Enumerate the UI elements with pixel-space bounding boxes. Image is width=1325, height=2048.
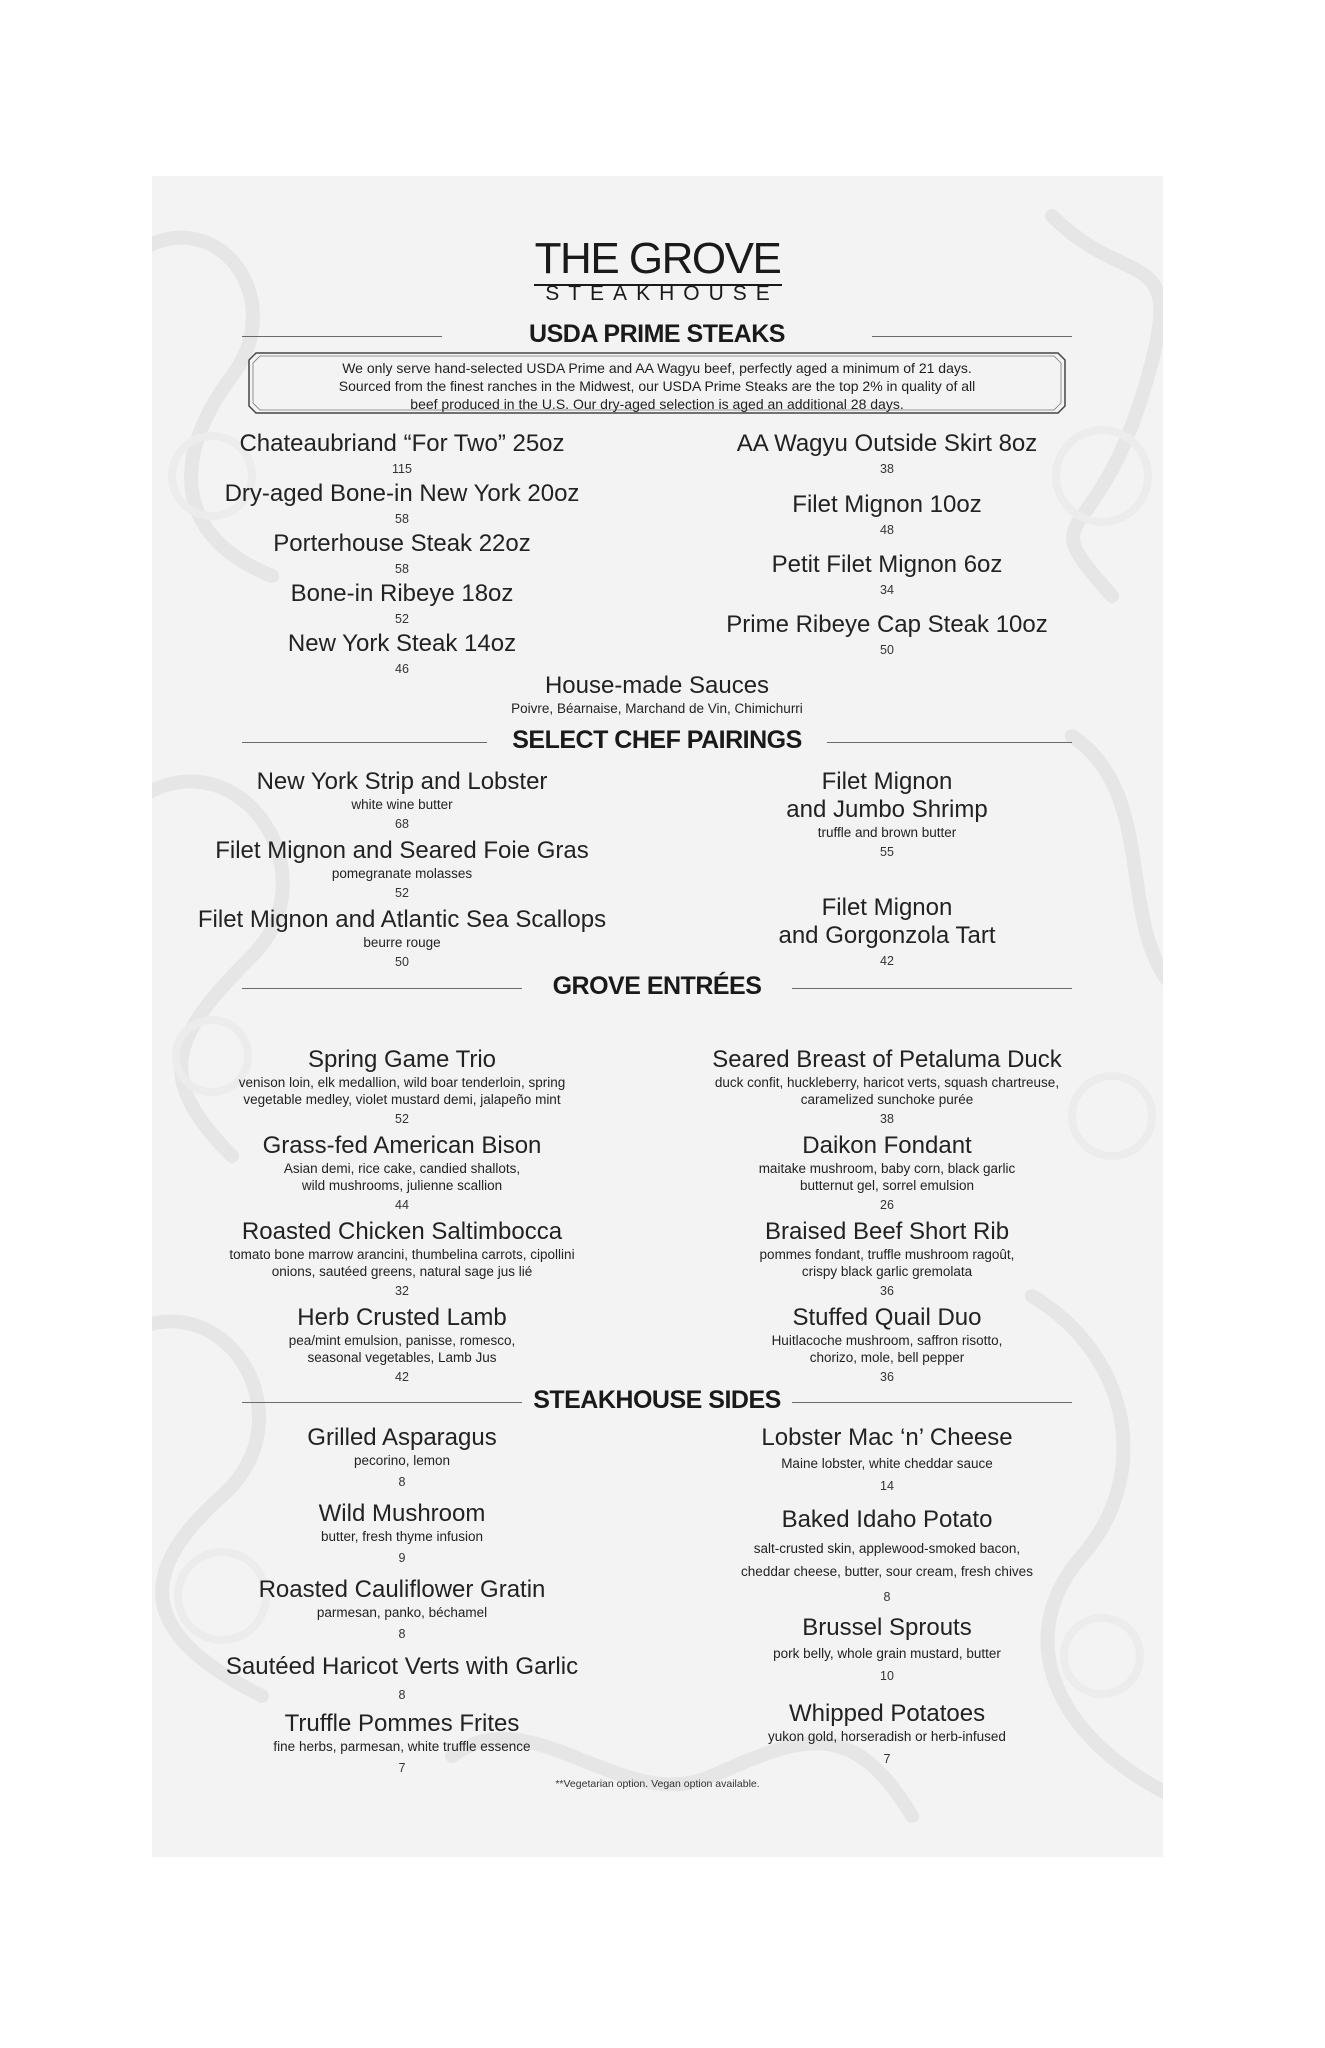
item-description: pork belly, whole grain mustard, butter (773, 1646, 1001, 1661)
item-name: AA Wagyu Outside Skirt 8oz (736, 430, 1038, 457)
menu-item (192, 530, 612, 577)
item-price: 8 (398, 1475, 406, 1489)
item-name: Dry-aged Bone-in New York 20oz (224, 480, 580, 507)
item-price: 10 (880, 1669, 894, 1683)
menu-item (672, 1506, 1102, 1605)
item-name: Daikon Fondant (802, 1132, 972, 1159)
menu-item (192, 1424, 612, 1490)
item-price: 52 (395, 886, 409, 900)
item-name: Whipped Potatoes (788, 1700, 986, 1727)
item-price: 48 (880, 523, 894, 537)
item-name: Filet Mignon and Seared Foie Gras (215, 837, 589, 864)
item-name: Wild Mushroom (318, 1500, 486, 1527)
item-price: 9 (398, 1551, 406, 1565)
footnote: **Vegetarian option. Vegan option available. (555, 1778, 760, 1790)
item-name: Stuffed Quail Duo (792, 1304, 982, 1331)
menu-item (662, 1132, 1112, 1213)
menu-item (192, 768, 612, 832)
logo-subtitle: STEAKHOUSE (545, 282, 779, 305)
logo-title: THE GROVE (534, 234, 781, 283)
section-title: USDA PRIME STEAKS (529, 320, 785, 348)
menu-item (192, 430, 612, 477)
item-price: 8 (398, 1688, 406, 1702)
item-description: caramelized sunchoke purée (800, 1092, 974, 1107)
item-price: 68 (395, 817, 409, 831)
item-description: salt-crusted skin, applewood-smoked bacon, (753, 1541, 1021, 1556)
item-price: 8 (398, 1627, 406, 1641)
item-price: 7 (398, 1761, 406, 1775)
item-price: 42 (395, 1370, 409, 1384)
menu-item (672, 1424, 1102, 1494)
item-name: New York Strip and Lobster (256, 768, 548, 795)
intro-line: Sourced from the finest ranches in the Midwest, our USDA Prime Steaks are the top 2% in quality of all (338, 378, 976, 394)
item-price: 50 (395, 955, 409, 969)
item-price: 8 (883, 1590, 891, 1604)
item-price: 50 (880, 643, 894, 657)
section-title: SELECT CHEF PAIRINGS (512, 726, 802, 754)
item-description: chorizo, mole, bell pepper (809, 1350, 965, 1365)
item-name: Filet Mignon (821, 894, 953, 921)
menu-item (662, 1304, 1112, 1385)
section-chef-pairings (242, 722, 1072, 762)
item-name: Chateaubriand “For Two” 25oz (239, 430, 565, 457)
item-description: cheddar cheese, butter, sour cream, fresh chives (741, 1564, 1033, 1579)
sauces-item (402, 672, 912, 717)
menu-item (662, 1046, 1112, 1127)
item-name: and Jumbo Shrimp (786, 796, 988, 823)
menu-item (672, 430, 1102, 477)
menu-item (182, 1304, 622, 1385)
item-description: vegetable medley, violet mustard demi, jalapeño mint (243, 1092, 561, 1107)
item-name: Spring Game Trio (307, 1046, 497, 1073)
menu-item (182, 1218, 622, 1299)
item-description: pea/mint emulsion, panisse, romesco, (288, 1333, 516, 1348)
section-title: STEAKHOUSE SIDES (533, 1386, 781, 1414)
item-name: New York Steak 14oz (287, 630, 517, 657)
item-name: Brussel Sprouts (802, 1614, 972, 1641)
intro-line: beef produced in the U.S. Our dry-aged selection is aged an additional 28 days. (410, 396, 904, 412)
item-price: 115 (392, 462, 412, 476)
item-description: Huitlacoche mushroom, saffron risotto, (771, 1333, 1003, 1348)
item-description: pomegranate molasses (331, 866, 473, 881)
item-name: Porterhouse Steak 22oz (273, 530, 531, 557)
item-price: 44 (395, 1198, 409, 1212)
item-name: and Gorgonzola Tart (778, 922, 996, 949)
item-name: Prime Ribeye Cap Steak 10oz (726, 611, 1048, 638)
menu-item (192, 580, 612, 627)
item-description: white wine butter (351, 797, 453, 812)
menu-item (192, 480, 612, 527)
item-description: tomato bone marrow arancini, thumbelina carrots, cipollini (229, 1247, 575, 1262)
item-description: Asian demi, rice cake, candied shallots, (283, 1161, 521, 1176)
item-name: Braised Beef Short Rib (764, 1218, 1010, 1245)
item-name: Baked Idaho Potato (781, 1506, 993, 1533)
item-name: Filet Mignon (821, 768, 953, 795)
menu-item (672, 1700, 1102, 1767)
item-description: butter, fresh thyme infusion (320, 1529, 484, 1544)
item-price: 38 (880, 462, 894, 476)
menu-item (662, 1218, 1112, 1299)
menu-item (182, 1132, 622, 1213)
item-name: Filet Mignon and Atlantic Sea Scallops (197, 906, 607, 933)
menu-item (672, 1614, 1102, 1684)
intro-text (288, 359, 1026, 413)
item-description: maitake mushroom, baby corn, black garlic (758, 1161, 1016, 1176)
item-description: duck confit, huckleberry, haricot verts, squash chartreuse, (714, 1075, 1060, 1090)
menu-item (672, 768, 1102, 860)
item-name: Petit Filet Mignon 6oz (771, 551, 1003, 578)
item-description: venison loin, elk medallion, wild boar tenderloin, spring (238, 1075, 566, 1090)
item-price: 42 (880, 954, 894, 968)
item-name: Bone-in Ribeye 18oz (290, 580, 514, 607)
menu-item (192, 1500, 612, 1566)
menu-item (192, 837, 612, 901)
item-price: 52 (395, 1112, 409, 1126)
item-description: seasonal vegetables, Lamb Jus (307, 1350, 497, 1365)
item-description: parmesan, panko, béchamel (316, 1605, 488, 1620)
intro-box (248, 352, 1066, 414)
item-name: Roasted Cauliflower Gratin (258, 1576, 546, 1603)
menu-item (672, 551, 1102, 598)
item-price: 58 (395, 512, 409, 526)
item-price: 36 (880, 1284, 894, 1298)
menu-item (182, 1046, 622, 1127)
item-price: 58 (395, 562, 409, 576)
item-price: 26 (880, 1198, 894, 1212)
menu-sheet (152, 176, 1163, 1857)
menu-item (192, 1710, 612, 1776)
item-name: Roasted Chicken Saltimbocca (241, 1218, 563, 1245)
item-description: fine herbs, parmesan, white truffle essence (273, 1739, 531, 1754)
item-price: 55 (880, 845, 894, 859)
item-description: pecorino, lemon (353, 1453, 451, 1468)
menu-item (672, 491, 1102, 538)
item-price: 7 (883, 1752, 891, 1766)
item-price: 46 (395, 662, 409, 676)
menu-item (672, 894, 1102, 969)
item-description: Poivre, Béarnaise, Marchand de Vin, Chimichurri (511, 701, 803, 716)
item-name: Seared Breast of Petaluma Duck (712, 1046, 1062, 1073)
item-name: Filet Mignon 10oz (792, 491, 982, 518)
item-name: Grass-fed American Bison (262, 1132, 542, 1159)
section-prime-steaks (242, 316, 1072, 356)
item-name: Truffle Pommes Frites (284, 1710, 520, 1737)
item-description: onions, sautéed greens, natural sage jus lié (271, 1264, 533, 1279)
item-description: Maine lobster, white cheddar sauce (781, 1456, 993, 1471)
item-description: beurre rouge (363, 935, 441, 950)
item-name: Herb Crusted Lamb (297, 1304, 507, 1331)
item-description: pommes fondant, truffle mushroom ragoût, (759, 1247, 1015, 1262)
item-name: Lobster Mac ‘n’ Cheese (761, 1424, 1013, 1451)
item-price: 36 (880, 1370, 894, 1384)
item-price: 34 (880, 583, 894, 597)
section-grove-entrees (242, 968, 1072, 1008)
item-price: 14 (880, 1479, 894, 1493)
item-name: Grilled Asparagus (307, 1424, 497, 1451)
section-steakhouse-sides (242, 1382, 1072, 1422)
item-description: butternut gel, sorrel emulsion (799, 1178, 975, 1193)
item-price: 38 (880, 1112, 894, 1126)
item-name: House-made Sauces (544, 672, 770, 699)
item-price: 52 (395, 612, 409, 626)
menu-item (192, 1576, 612, 1642)
section-title: GROVE ENTRÉES (552, 972, 762, 1000)
menu-item (192, 1653, 612, 1703)
item-description: wild mushrooms, julienne scallion (301, 1178, 503, 1193)
menu-item (192, 630, 612, 677)
intro-line: We only serve hand-selected USDA Prime and AA Wagyu beef, perfectly aged a minimum of 21 days. (342, 360, 972, 376)
item-name: Sautéed Haricot Verts with Garlic (225, 1653, 579, 1680)
item-price: 32 (395, 1284, 409, 1298)
item-description: crispy black garlic gremolata (801, 1264, 973, 1279)
menu-item (192, 906, 612, 970)
item-description: yukon gold, horseradish or herb-infused (768, 1729, 1006, 1744)
item-description: truffle and brown butter (817, 825, 957, 840)
menu-item (672, 611, 1102, 658)
